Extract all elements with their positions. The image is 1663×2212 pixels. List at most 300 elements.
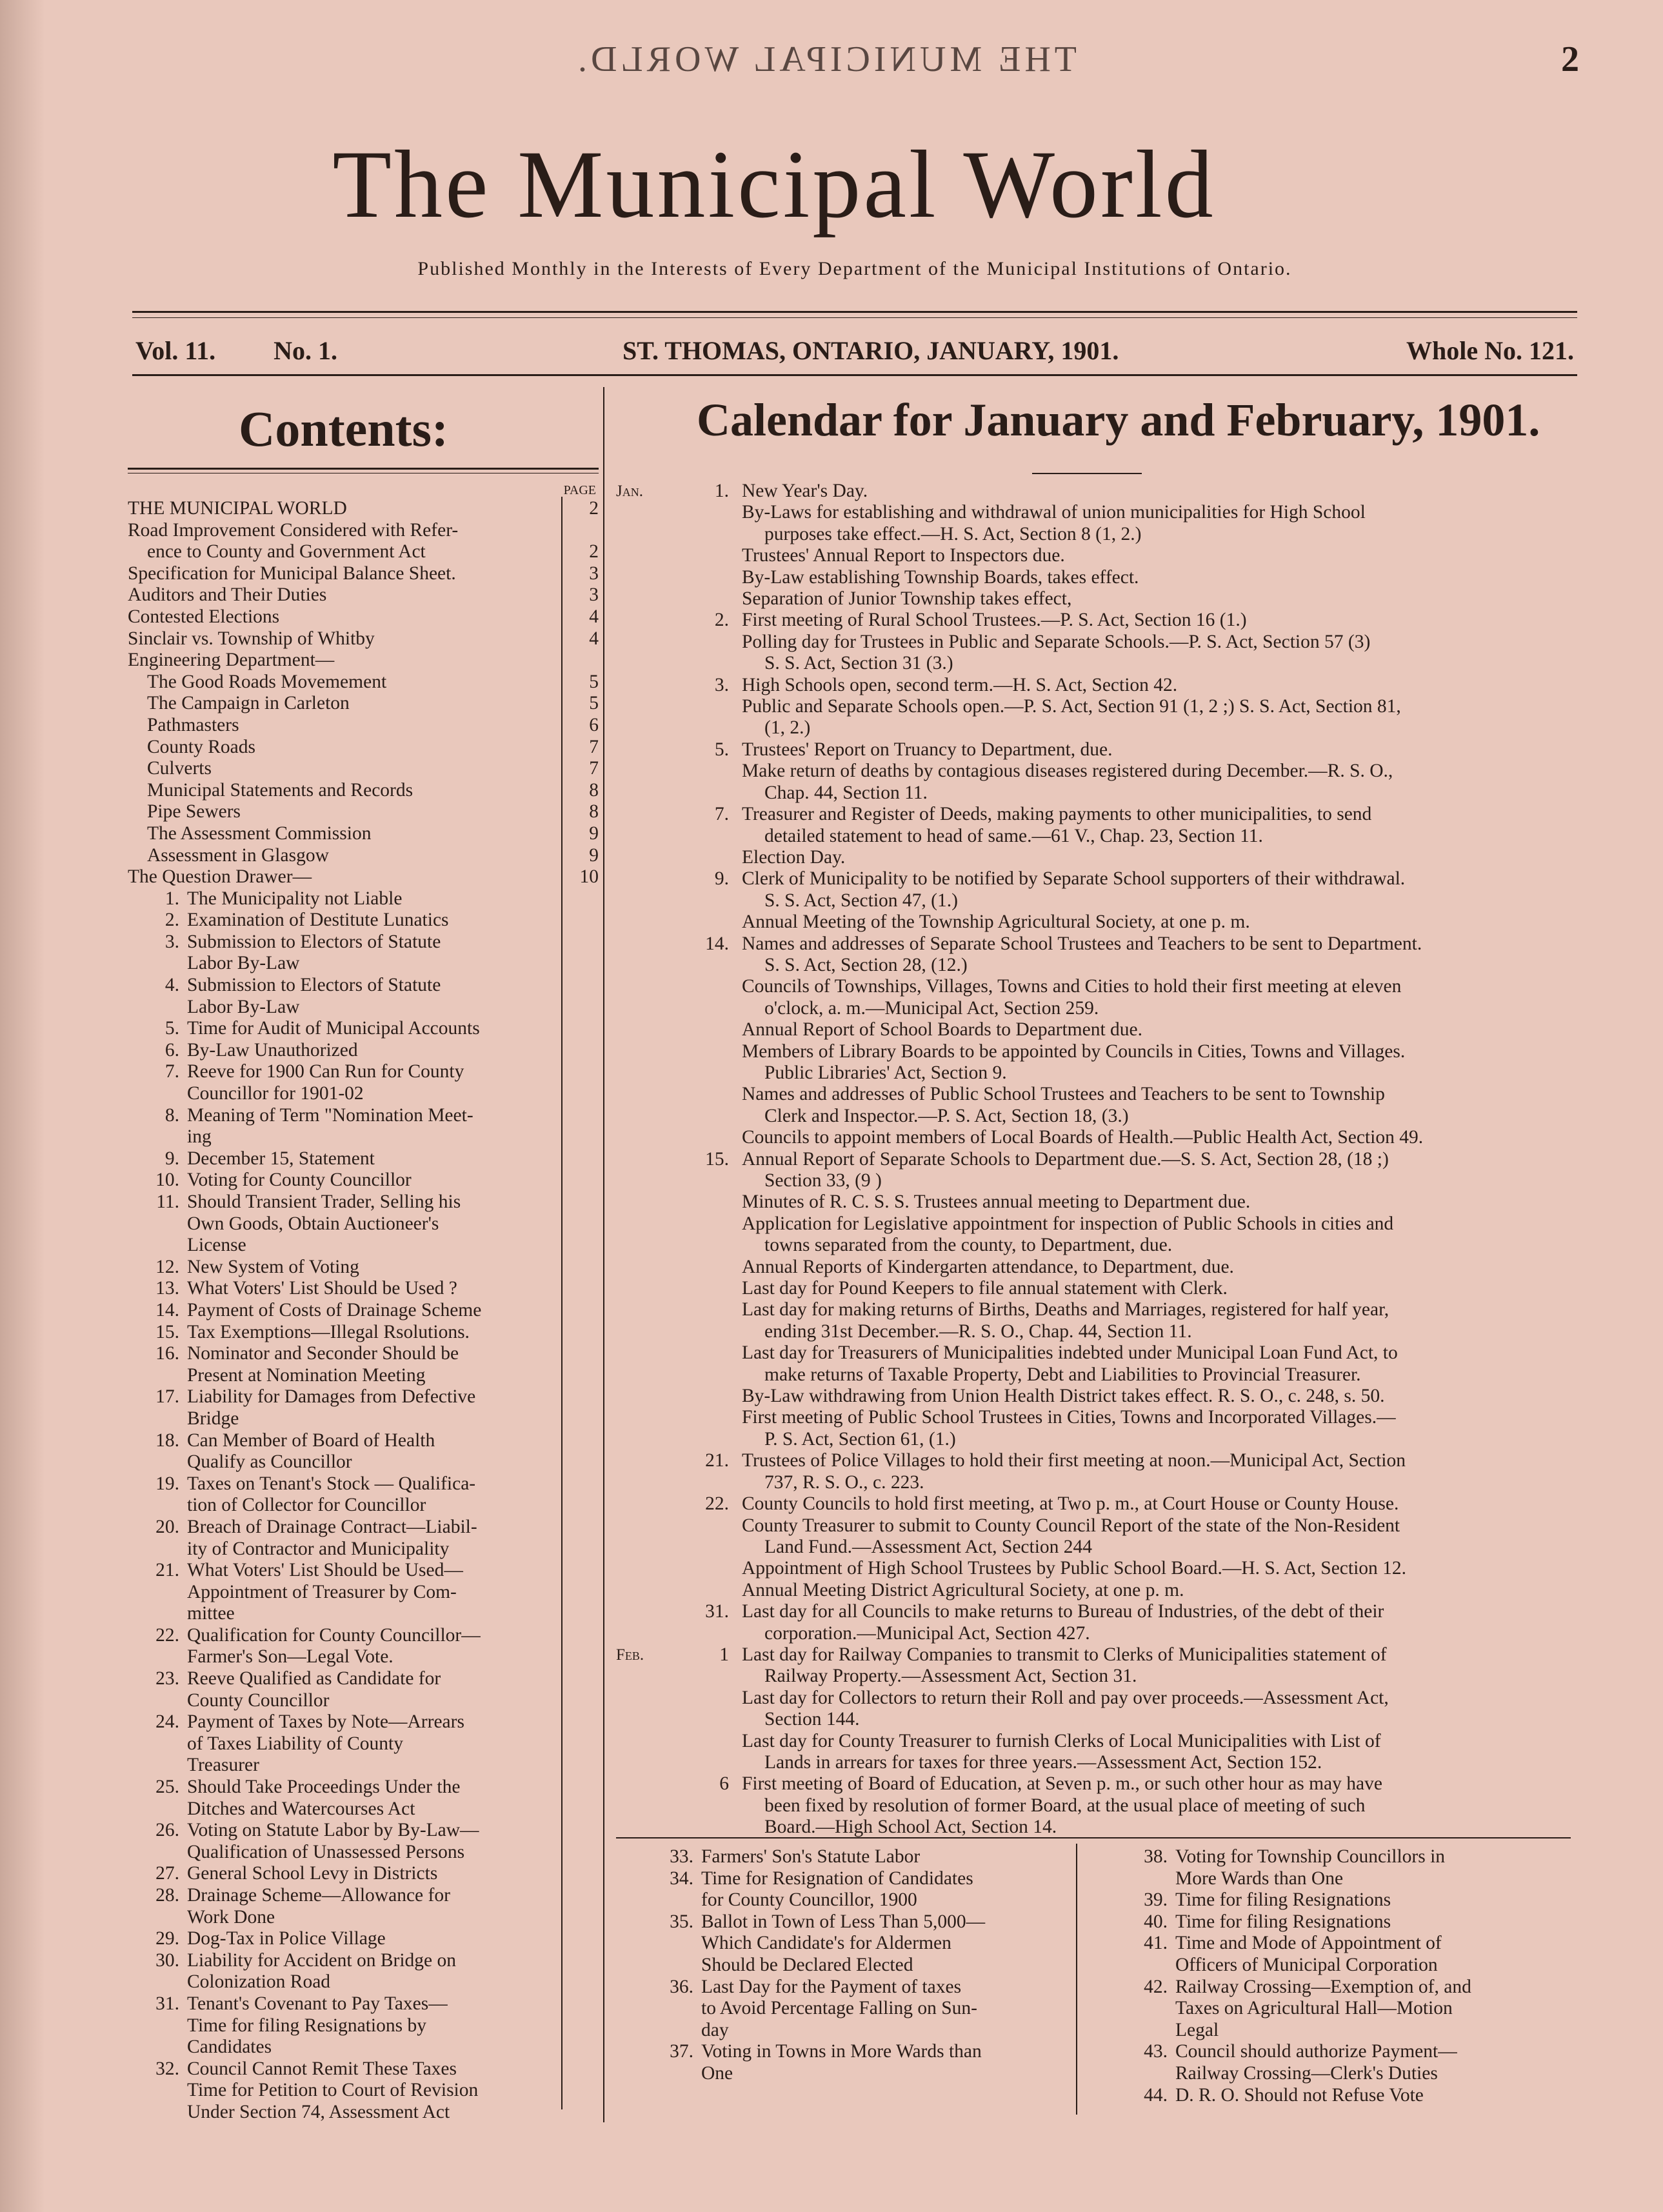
contents-item-page	[573, 1928, 599, 1950]
calendar-entry-text: County Treasurer to submit to County Council Report of the state of the Non-Resident	[742, 1515, 1400, 1536]
calendar-month	[616, 653, 677, 674]
footer-item-title: Voting for Township Councillors in	[1175, 1846, 1446, 1867]
contents-item-page: 8	[589, 779, 599, 801]
footer-contents-row	[1122, 1977, 1548, 1998]
footer-contents-row	[648, 1889, 1068, 1911]
calendar-month: Feb.	[616, 1646, 644, 1664]
calendar-day	[677, 1386, 742, 1407]
calendar-line	[616, 739, 1577, 761]
calendar-month	[616, 632, 677, 653]
contents-item-page	[573, 1820, 599, 1842]
contents-item-page	[573, 953, 599, 975]
calendar-entry-text: Railway Property.—Assessment Act, Section 31.	[764, 1666, 1137, 1687]
contents-item-page	[573, 1278, 599, 1300]
calendar-line	[616, 1386, 1577, 1407]
footer-item-number: 37.	[670, 2041, 693, 2062]
calendar-entry-text: Trustees' Report on Truancy to Department, due.	[742, 739, 1113, 760]
contents-item-page	[573, 2015, 599, 2037]
footer-item-title: Should be Declared Elected	[701, 1954, 913, 1975]
page-spine	[0, 0, 45, 2212]
contents-item-number: 6.	[164, 1039, 179, 1061]
calendar-line	[616, 1019, 1577, 1041]
contents-row	[128, 1690, 599, 1712]
contents-item-page	[573, 1408, 599, 1430]
contents-item-title: Labor By-Law	[187, 953, 300, 974]
calendar-month	[616, 847, 677, 868]
contents-item-title: Examination of Destitute Lunatics	[187, 910, 449, 931]
calendar-entry-text: Appointment of High School Trustees by Public School Board.—H. S. Act, Section 12.	[742, 1558, 1407, 1579]
contents-row	[128, 780, 599, 802]
contents-row	[128, 1278, 599, 1300]
contents-item-title: Labor By-Law	[187, 996, 300, 1017]
calendar-entry-text: Last day for Collectors to return their Roll and pay over proceeds.—Assessment Act,	[742, 1687, 1389, 1708]
contents-item-page	[573, 2102, 599, 2124]
footer-contents-row	[1122, 2041, 1548, 2063]
contents-row	[128, 1365, 599, 1387]
contents-rule	[128, 468, 599, 470]
contents-item-page	[573, 1560, 599, 1582]
contents-item-number: 11.	[156, 1191, 179, 1212]
calendar-entry-text: Councils of Townships, Villages, Towns and Cities to hold their first meeting at eleven	[742, 976, 1402, 997]
calendar-line	[616, 567, 1577, 588]
contents-row	[128, 1733, 599, 1755]
contents-row	[128, 737, 599, 759]
issue-volume	[135, 335, 389, 366]
calendar-line	[616, 1493, 1577, 1515]
calendar-line	[616, 1213, 1577, 1235]
contents-item-page	[573, 1257, 599, 1279]
calendar-entry-text: Polling day for Trustees in Public and Separate Schools.—P. S. Act, Section 57 (3)	[742, 631, 1371, 652]
contents-item-number: 27.	[155, 1863, 179, 1884]
footer-rule	[616, 1837, 1571, 1838]
footer-item-title: Last Day for the Payment of taxes	[701, 1976, 962, 1997]
calendar-line	[616, 1601, 1577, 1622]
footer-contents-left	[648, 1846, 1068, 2085]
contents-item-page	[573, 1191, 599, 1213]
calendar-line	[616, 1235, 1577, 1256]
calendar-day	[677, 1106, 742, 1127]
calendar-line	[616, 632, 1577, 653]
calendar-line	[616, 976, 1577, 997]
number-label: No. 1.	[274, 336, 338, 365]
calendar-entry-text: Members of Library Boards to be appointed by Councils in Cities, Towns and Villages.	[742, 1041, 1406, 1062]
contents-item-page: 10	[579, 866, 599, 888]
contents-row	[128, 1582, 599, 1604]
contents-item-page	[573, 1907, 599, 1929]
calendar-day	[677, 1364, 742, 1386]
calendar-line	[616, 1515, 1577, 1537]
calendar-line	[616, 1299, 1577, 1320]
contents-item-number: 17.	[155, 1386, 179, 1408]
contents-item-title: Bridge	[187, 1408, 239, 1429]
contents-item-number: 15.	[155, 1321, 179, 1342]
contents-item-title: Auditors and Their Duties	[128, 584, 327, 606]
calendar-day	[677, 1795, 742, 1817]
footer-item-title: Which Candidate's for Aldermen	[701, 1933, 951, 1954]
calendar-day	[677, 955, 742, 976]
calendar-entry-text: o'clock, a. m.—Municipal Act, Section 259.	[764, 997, 1099, 1019]
contents-item-page: 3	[589, 563, 599, 584]
calendar-day: 6	[719, 1773, 729, 1795]
calendar-entry-text: First meeting of Rural School Trustees.—P. S. Act, Section 16 (1.)	[742, 610, 1247, 631]
contents-row	[128, 2015, 599, 2037]
calendar-month	[616, 1580, 677, 1601]
calendar-day	[677, 998, 742, 1019]
contents-item-title: THE MUNICIPAL WORLD	[128, 498, 347, 519]
contents-title: Contents:	[239, 401, 448, 457]
contents-item-title: Assessment in Glasgow	[147, 844, 329, 866]
calendar-line	[616, 933, 1577, 955]
contents-row	[128, 1668, 599, 1690]
footer-item-number: 41.	[1144, 1933, 1168, 1954]
contents-row	[128, 1235, 599, 1257]
contents-item-title: Nominator and Seconder Should be	[187, 1343, 459, 1364]
contents-item-page: 5	[589, 671, 599, 692]
footer-item-title: Railway Crossing—Clerk's Duties	[1175, 2062, 1438, 2084]
footer-item-title: for County Councillor, 1900	[701, 1889, 917, 1911]
contents-row	[128, 2058, 599, 2080]
calendar-entry-text: (1, 2.)	[764, 717, 811, 739]
contents-item-title: What Voters' List Should be Used ?	[187, 1278, 457, 1299]
contents-row	[128, 1711, 599, 1733]
calendar-month	[616, 502, 677, 523]
contents-row	[128, 1257, 599, 1279]
contents-item-page	[573, 1711, 599, 1733]
calendar-month	[616, 933, 677, 955]
contents-row	[128, 1083, 599, 1105]
contents-row	[128, 541, 599, 563]
calendar-month	[616, 1429, 677, 1450]
footer-item-title: Officers of Municipal Corporation	[1175, 1954, 1438, 1975]
contents-item-title: Work Done	[187, 1906, 275, 1928]
contents-row	[128, 1539, 599, 1560]
contents-row	[128, 1386, 599, 1408]
calendar-month	[616, 1472, 677, 1493]
contents-item-page	[573, 1517, 599, 1539]
contents-item-page	[573, 1040, 599, 1062]
contents-item-title: Ditches and Watercourses Act	[187, 1798, 415, 1819]
calendar-entry-text: Application for Legislative appointment for inspection of Public Schools in cities and	[742, 1213, 1394, 1234]
contents-item-number: 29.	[155, 1928, 179, 1949]
contents-item-page	[573, 1993, 599, 2015]
contents-item-number: 26.	[155, 1820, 179, 1841]
footer-item-number: 42.	[1144, 1976, 1168, 1997]
calendar-day: 14.	[705, 933, 729, 954]
calendar-entry-text: Trustees of Police Villages to hold their first meeting at noon.—Municipal Act, Section	[742, 1450, 1406, 1471]
calendar-line	[616, 1666, 1577, 1687]
calendar-entry-text: First meeting of Public School Trustees in Cities, Towns and Incorporated Villages.—	[742, 1407, 1396, 1428]
contents-item-page: 2	[589, 541, 599, 563]
footer-item-number: 44.	[1144, 2084, 1168, 2106]
contents-item-title: General School Levy in Districts	[187, 1863, 438, 1884]
calendar-month	[616, 696, 677, 717]
calendar-day	[677, 567, 742, 588]
calendar-line	[616, 890, 1577, 912]
calendar-entry-text: Board.—High School Act, Section 14.	[764, 1817, 1057, 1838]
calendar-month	[616, 1386, 677, 1407]
footer-item-title: D. R. O. Should not Refuse Vote	[1175, 2084, 1424, 2106]
calendar-entry-text: Annual Report of Separate Schools to Department due.—S. S. Act, Section 28, (18 ;)	[742, 1148, 1389, 1170]
calendar-entry-text: Last day for Pound Keepers to file annual statement with Clerk.	[742, 1278, 1228, 1299]
contents-item-number: 30.	[155, 1949, 179, 1971]
calendar-day	[677, 1731, 742, 1752]
contents-item-title: Present at Nomination Meeting	[187, 1364, 426, 1386]
contents-item-page: 9	[589, 844, 599, 866]
contents-row	[128, 2102, 599, 2124]
volume-label: Vol. 11.	[135, 336, 216, 365]
contents-item-page	[573, 650, 599, 672]
contents-item-page	[573, 1386, 599, 1408]
contents-item-number: 23.	[155, 1668, 179, 1689]
calendar-month	[616, 1752, 677, 1773]
contents-row	[128, 1408, 599, 1430]
calendar-day: 7.	[714, 804, 729, 825]
contents-item-page	[573, 1495, 599, 1517]
calendar-line	[616, 1558, 1577, 1579]
contents-row	[128, 1755, 599, 1777]
rule-top-thin	[132, 317, 1577, 318]
contents-row	[128, 1863, 599, 1885]
contents-item-page	[573, 1235, 599, 1257]
calendar-day	[677, 524, 742, 545]
calendar-month	[616, 1795, 677, 1817]
contents-row	[128, 1646, 599, 1668]
contents-row	[128, 1517, 599, 1539]
contents-item-title: of Taxes Liability of County	[187, 1733, 403, 1754]
contents-item-page: 6	[589, 714, 599, 735]
contents-item-title: Pathmasters	[147, 714, 239, 735]
calendar-day	[677, 1558, 742, 1579]
contents-item-title: Sinclair vs. Township of Whitby	[128, 628, 375, 649]
calendar-month	[616, 1558, 677, 1579]
calendar-day	[677, 1321, 742, 1342]
calendar-line	[616, 955, 1577, 976]
contents-item-title: Voting for County Councillor	[187, 1170, 412, 1191]
calendar-line	[616, 1709, 1577, 1730]
calendar-month	[616, 1364, 677, 1386]
calendar-day	[677, 1342, 742, 1364]
footer-divider	[1076, 1844, 1077, 2115]
contents-row	[128, 1971, 599, 1993]
calendar-entry-text: Public and Separate Schools open.—P. S. Act, Section 91 (1, 2 ;) S. S. Act, Section 81,	[742, 696, 1401, 717]
contents-row	[128, 953, 599, 975]
contents-item-page	[573, 1885, 599, 1907]
contents-item-page	[573, 1473, 599, 1495]
contents-item-title: Dog-Tax in Police Village	[187, 1928, 386, 1949]
contents-item-title: Appointment of Treasurer by Com-	[187, 1581, 457, 1602]
contents-item-title: Payment of Taxes by Note—Arrears	[187, 1711, 464, 1733]
contents-row	[128, 1993, 599, 2015]
footer-contents-row	[648, 1933, 1068, 1955]
footer-item-title: Time and Mode of Appointment of	[1175, 1933, 1442, 1954]
contents-item-title: The Question Drawer—	[128, 866, 312, 888]
calendar-month	[616, 1213, 677, 1235]
contents-item-title: Submission to Electors of Statute	[187, 931, 441, 952]
calendar-day	[677, 1709, 742, 1730]
calendar-day	[677, 1666, 742, 1687]
calendar-entry-text: Treasurer and Register of Deeds, making payments to other municipalities, to send	[742, 804, 1372, 825]
contents-row	[128, 1148, 599, 1170]
calendar-entry-text: High Schools open, second term.—H. S. Act, Section 42.	[742, 674, 1178, 695]
contents-item-number: 9.	[164, 1148, 179, 1169]
calendar-line	[616, 1257, 1577, 1278]
contents-item-page	[573, 1603, 599, 1625]
contents-item-page	[573, 1777, 599, 1798]
footer-contents-row	[1122, 1998, 1548, 2020]
calendar-day: 3.	[714, 674, 729, 695]
calendar-day	[677, 1019, 742, 1041]
contents-item-title: Contested Elections	[128, 606, 280, 627]
footer-contents-row	[648, 2063, 1068, 2085]
calendar-month	[616, 1170, 677, 1191]
contents-item-number: 31.	[155, 1993, 179, 2014]
contents-item-page: 8	[589, 801, 599, 822]
calendar-day: 15.	[705, 1148, 729, 1170]
calendar-entry-text: Chap. 44, Section 11.	[764, 782, 928, 803]
footer-item-number: 36.	[670, 1976, 693, 1997]
calendar-line	[616, 1084, 1577, 1105]
calendar-entry-text: Annual Report of School Boards to Department due.	[742, 1019, 1143, 1041]
calendar-list	[616, 481, 1577, 1838]
calendar-day	[677, 696, 742, 717]
calendar-entry-text: ending 31st December.—R. S. O., Chap. 44, Section 11.	[764, 1320, 1192, 1342]
contents-row	[128, 1777, 599, 1798]
calendar-entry-text: Public Libraries' Act, Section 9.	[764, 1062, 1007, 1083]
footer-item-number: 33.	[670, 1846, 693, 1867]
calendar-day	[677, 717, 742, 739]
contents-item-page	[573, 1451, 599, 1473]
contents-row	[128, 1343, 599, 1365]
contents-row	[128, 866, 599, 888]
contents-list	[128, 483, 599, 2124]
calendar-day	[677, 1472, 742, 1493]
calendar-entry-text: Land Fund.—Assessment Act, Section 244	[764, 1536, 1093, 1557]
calendar-entry-text: Last day for County Treasurer to furnish Clerks of Local Municipalities with List of	[742, 1730, 1381, 1751]
calendar-line	[616, 610, 1577, 631]
contents-row	[128, 910, 599, 932]
contents-item-title: Drainage Scheme—Allowance for	[187, 1885, 450, 1906]
calendar-day	[677, 1191, 742, 1213]
calendar-entry-text: been fixed by resolution of former Board, at the usual place of meeting of such	[764, 1795, 1366, 1816]
calendar-month	[616, 1106, 677, 1127]
calendar-month	[616, 739, 677, 761]
contents-item-number: 21.	[155, 1560, 179, 1581]
contents-item-title: Farmer's Son—Legal Vote.	[187, 1646, 393, 1668]
contents-item-page	[573, 888, 599, 910]
contents-row	[128, 823, 599, 845]
contents-item-title: What Voters' List Should be Used—	[187, 1560, 463, 1581]
calendar-month	[616, 524, 677, 545]
calendar-entry-text: Last day for Treasurers of Municipalities indebted under Municipal Loan Fund Act, to	[742, 1342, 1398, 1364]
calendar-line	[616, 868, 1577, 890]
calendar-line	[616, 1278, 1577, 1299]
page-number: 2	[1561, 39, 1579, 79]
contents-item-title: Time for Audit of Municipal Accounts	[187, 1018, 480, 1039]
calendar-day: 5.	[714, 739, 729, 760]
calendar-line	[616, 1688, 1577, 1709]
calendar-entry-text: S. S. Act, Section 31 (3.)	[764, 653, 953, 674]
calendar-entry-text: Last day for making returns of Births, Deaths and Marriages, registered for half year,	[742, 1299, 1389, 1320]
calendar-month	[616, 1493, 677, 1515]
calendar-entry-text: Names and addresses of Public School Trustees and Teachers to be sent to Township	[742, 1084, 1385, 1105]
footer-item-title: One	[701, 2062, 733, 2084]
calendar-day	[677, 588, 742, 610]
calendar-day	[677, 890, 742, 912]
contents-item-title: Time for filing Resignations by	[187, 2015, 426, 2036]
contents-row	[128, 1928, 599, 1950]
rule-issue	[132, 374, 1577, 376]
calendar-line	[616, 912, 1577, 933]
contents-row	[128, 1300, 599, 1322]
calendar-month	[616, 675, 677, 696]
calendar-day	[677, 545, 742, 566]
calendar-day	[677, 1623, 742, 1644]
contents-item-title: ity of Contractor and Municipality	[187, 1538, 450, 1559]
contents-row	[128, 1842, 599, 1864]
calendar-line	[616, 481, 1577, 502]
calendar-month	[616, 1537, 677, 1558]
contents-item-page	[573, 932, 599, 953]
footer-contents-row	[1122, 1868, 1548, 1890]
calendar-line	[616, 1149, 1577, 1170]
contents-item-title: mittee	[187, 1603, 235, 1624]
calendar-entry-text: Last day for Railway Companies to transmit to Clerks of Municipalities statement of	[742, 1644, 1387, 1665]
contents-item-page	[573, 997, 599, 1019]
contents-item-page: 7	[589, 758, 599, 779]
footer-contents-row	[1122, 2063, 1548, 2085]
calendar-entry-text: detailed statement to head of same.—61 V., Chap. 23, Section 11.	[764, 825, 1263, 846]
calendar-line	[616, 1817, 1577, 1838]
footer-contents-row	[1122, 1911, 1548, 1933]
calendar-month	[616, 1321, 677, 1342]
contents-item-number: 32.	[155, 2058, 179, 2079]
contents-row	[128, 1126, 599, 1148]
contents-item-title: Taxes on Tenant's Stock — Qualifica-	[187, 1473, 476, 1494]
calendar-month	[616, 717, 677, 739]
contents-item-page	[573, 1539, 599, 1560]
footer-contents-row	[648, 1846, 1068, 1868]
calendar-line	[616, 1127, 1577, 1148]
issue-place-date: ST. THOMAS, ONTARIO, JANUARY, 1901.	[622, 336, 1119, 365]
calendar-entry-text: Clerk of Municipality to be notified by Separate School supporters of their withdrawal.	[742, 868, 1406, 890]
contents-item-page: 4	[589, 606, 599, 627]
contents-item-page	[573, 2037, 599, 2058]
footer-item-number: 38.	[1144, 1846, 1168, 1867]
footer-item-number: 40.	[1144, 1911, 1168, 1932]
calendar-title-rule	[1032, 473, 1142, 474]
contents-item-number: 5.	[164, 1018, 179, 1039]
calendar-month	[616, 610, 677, 631]
contents-item-title: Road Improvement Considered with Refer-	[128, 519, 459, 541]
calendar-day	[677, 1127, 742, 1148]
contents-item-title: Municipal Statements and Records	[147, 779, 413, 801]
contents-row	[128, 628, 599, 650]
contents-item-page	[573, 520, 599, 542]
calendar-line	[616, 782, 1577, 804]
calendar-day	[677, 1084, 742, 1105]
contents-item-number: 28.	[155, 1885, 179, 1906]
contents-row	[128, 1603, 599, 1625]
contents-row	[128, 975, 599, 997]
contents-item-title: By-Law Unauthorized	[187, 1039, 358, 1061]
footer-contents-row	[648, 1911, 1068, 1933]
calendar-entry-text: Names and addresses of Separate School Trustees and Teachers to be sent to Department.	[742, 933, 1422, 954]
calendar-day	[677, 761, 742, 782]
contents-item-page	[573, 1126, 599, 1148]
contents-item-page: 2	[589, 498, 599, 519]
contents-item-page	[573, 2058, 599, 2080]
calendar-month	[616, 1299, 677, 1320]
